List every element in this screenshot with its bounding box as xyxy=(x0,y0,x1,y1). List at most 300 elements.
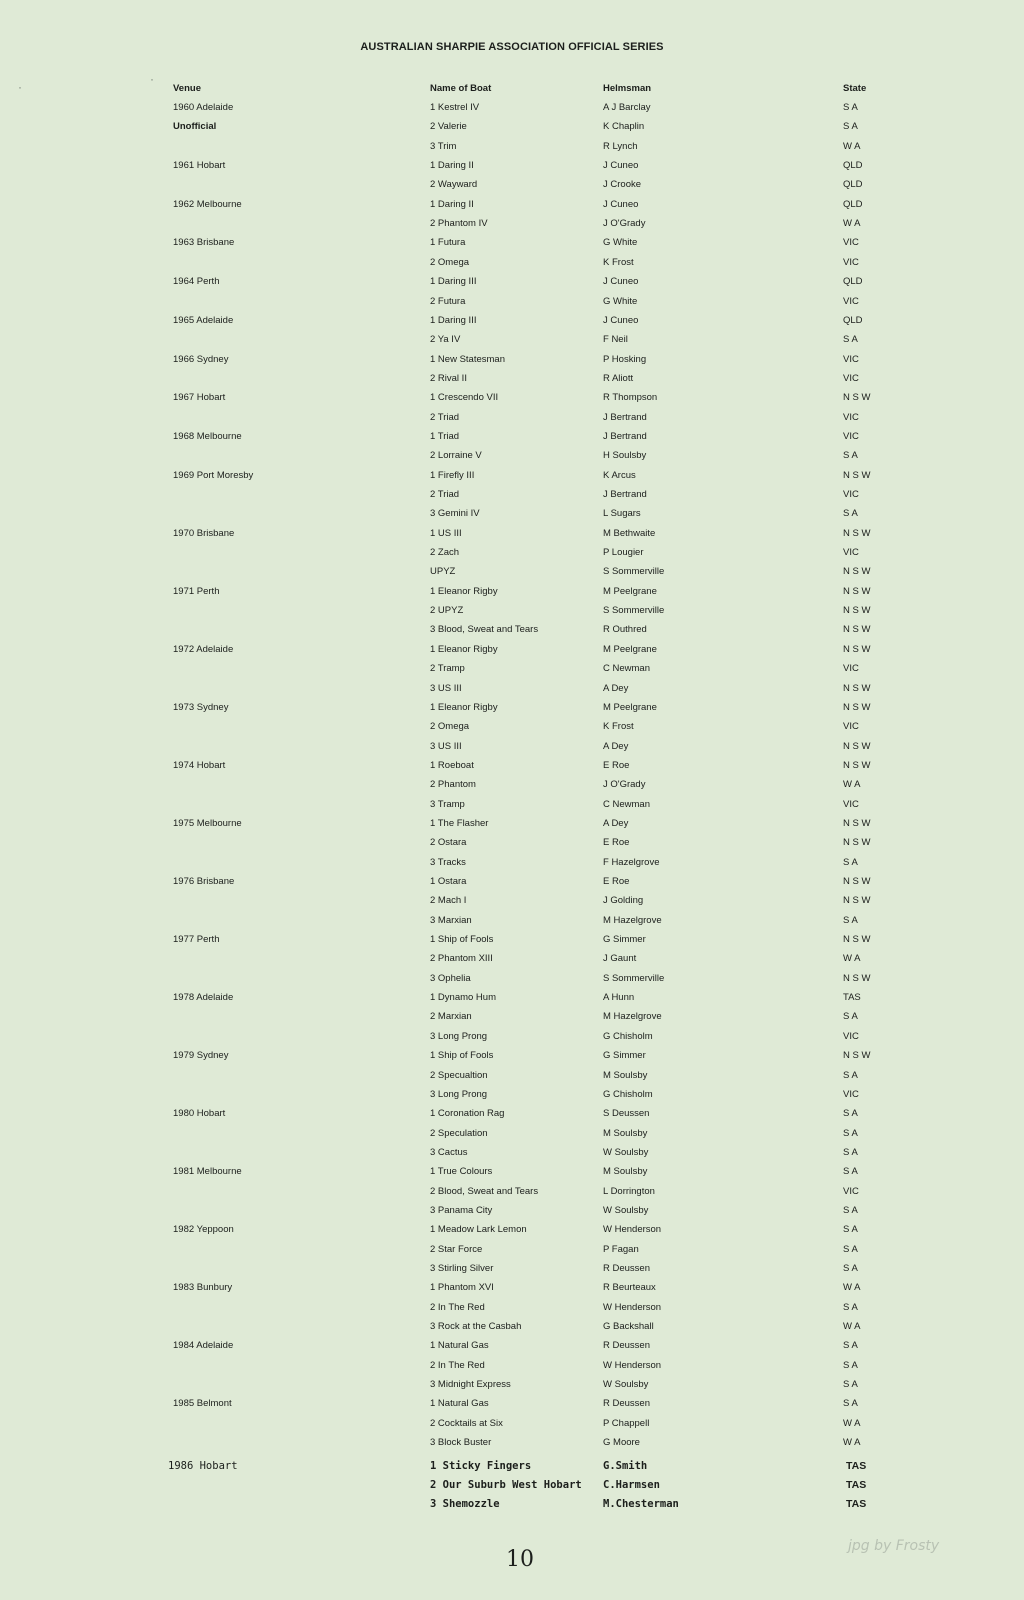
table-row xyxy=(0,1317,1024,1337)
state-cell: VIC xyxy=(843,489,859,500)
boat-name-cell: 2 Triad xyxy=(430,489,460,500)
state-cell: VIC xyxy=(843,547,859,559)
venue-cell: 1975 Melbourne xyxy=(173,817,242,829)
table-row xyxy=(0,1124,1024,1144)
helmsman-cell: R Deussen xyxy=(603,1398,650,1410)
boat-name-cell: 1 Eleanor Rigby xyxy=(430,701,498,713)
header-helmsman: Helmsman xyxy=(603,83,652,94)
boat-name-cell: 1 Daring III xyxy=(430,314,477,326)
table-row xyxy=(0,1027,1024,1047)
boat-name-cell: 1 The Flasher xyxy=(430,817,489,829)
state-cell: N S W xyxy=(843,972,871,984)
state-cell: VIC xyxy=(843,798,859,810)
table-row xyxy=(0,330,1024,350)
state-cell: VIC xyxy=(843,663,859,675)
helmsman-cell: R Beurteaux xyxy=(603,1282,656,1294)
helmsman-cell: P Hosking xyxy=(603,353,647,365)
boat-name-cell: 2 In The Red xyxy=(430,1359,485,1371)
state-cell: S A xyxy=(843,1108,858,1120)
helmsman-cell: F Hazelgrove xyxy=(603,856,660,868)
boat-name-cell: 3 Rock at the Casbah xyxy=(430,1321,522,1333)
boat-name-cell: 3 Tracks xyxy=(430,856,466,868)
helmsman-cell: M Soulsby xyxy=(603,1166,648,1178)
boat-name-cell: 2 Futura xyxy=(430,295,466,307)
state-cell: S A xyxy=(843,1069,858,1081)
table-row xyxy=(0,1085,1024,1105)
helmsman-cell: A Dey xyxy=(603,740,629,752)
helmsman-cell: J Cuneo xyxy=(603,276,639,288)
helmsman-cell: E Roe xyxy=(603,759,630,771)
table-row xyxy=(0,214,1024,234)
venue-cell: 1984 Adelaide xyxy=(173,1340,234,1352)
table-row xyxy=(0,988,1024,1008)
venue-cell: 1963 Brisbane xyxy=(173,237,235,249)
boat-name-cell: 2 Speculation xyxy=(430,1127,488,1139)
state-cell: VIC xyxy=(843,256,859,268)
state-cell: QLD xyxy=(843,198,863,210)
header-state: State xyxy=(843,83,867,94)
table-row xyxy=(0,272,1024,292)
helmsman-cell: S Sommerville xyxy=(603,972,665,984)
venue-cell: Unofficial xyxy=(173,121,217,133)
helmsman-cell: J Gaunt xyxy=(603,953,637,965)
table-row xyxy=(0,195,1024,215)
helmsman-cell: M Peelgrane xyxy=(603,701,657,713)
helmsman-cell: G Moore xyxy=(603,1437,640,1449)
boat-name-cell: 3 Blood, Sweat and Tears xyxy=(430,624,539,636)
state-cell: VIC xyxy=(843,1030,859,1042)
helmsman-cell: C.Harmsen xyxy=(603,1478,660,1491)
table-row xyxy=(0,175,1024,195)
helmsman-cell: J O'Grady xyxy=(603,218,646,230)
table-row xyxy=(0,350,1024,370)
helmsman-cell: M Soulsby xyxy=(603,1127,648,1139)
table-row xyxy=(0,872,1024,892)
table-row xyxy=(0,117,1024,137)
boat-name-cell: 2 Ya IV xyxy=(430,334,461,346)
helmsman-cell: F Neil xyxy=(603,334,628,346)
helmsman-cell: R Thompson xyxy=(603,392,658,404)
boat-name-cell: UPYZ xyxy=(430,566,456,578)
state-cell: N S W xyxy=(843,469,871,481)
helmsman-cell: G Simmer xyxy=(603,1050,646,1062)
helmsman-cell: W Soulsby xyxy=(603,1204,649,1216)
state-cell: S A xyxy=(843,1011,858,1023)
state-cell: N S W xyxy=(843,585,871,597)
state-cell: VIC xyxy=(843,237,859,249)
helmsman-cell: J Bertrand xyxy=(603,411,647,423)
state-cell: S A xyxy=(843,1301,858,1313)
boat-name-cell: 2 Lorraine V xyxy=(430,450,482,462)
table-row xyxy=(0,427,1024,447)
boat-name-cell: 3 US III xyxy=(430,682,462,694)
state-cell: N S W xyxy=(843,759,871,771)
helmsman-cell: K Frost xyxy=(603,256,634,268)
table-row xyxy=(0,795,1024,815)
state-cell: N S W xyxy=(843,817,871,829)
table-row xyxy=(0,137,1024,157)
state-cell: QLD xyxy=(843,160,863,172)
state-cell: S A xyxy=(843,914,858,926)
helmsman-cell: W Soulsby xyxy=(603,1146,649,1158)
state-cell: N S W xyxy=(843,682,871,694)
helmsman-cell: M.Chesterman xyxy=(603,1498,679,1511)
boat-name-cell: 3 Gemini IV xyxy=(430,508,480,520)
state-cell: N S W xyxy=(843,643,871,655)
state-cell: VIC xyxy=(843,1185,859,1197)
helmsman-cell: R Outhred xyxy=(603,624,647,636)
boat-name-cell: 2 Our Suburb West Hobart xyxy=(430,1478,582,1491)
state-cell: S A xyxy=(843,1243,858,1255)
table-row xyxy=(0,311,1024,331)
helmsman-cell: W Henderson xyxy=(603,1301,662,1313)
state-cell: S A xyxy=(843,856,858,868)
boat-name-cell: 3 Shemozzle xyxy=(430,1498,500,1511)
state-cell: TAS xyxy=(846,1478,867,1491)
venue-cell: 1977 Perth xyxy=(173,934,220,946)
helmsman-cell: M Soulsby xyxy=(603,1069,648,1081)
helmsman-cell: L Sugars xyxy=(603,508,641,520)
helmsman-cell: A Dey xyxy=(603,817,629,829)
boat-name-cell: 2 Omega xyxy=(430,721,470,733)
boat-name-cell: 2 Triad xyxy=(430,411,460,423)
state-cell: W A xyxy=(843,1437,861,1449)
image-credit: jpg by Frosty xyxy=(848,1538,940,1554)
boat-name-cell: 3 Cactus xyxy=(430,1146,468,1158)
venue-cell: 1974 Hobart xyxy=(173,759,226,771)
table-row xyxy=(0,369,1024,389)
state-cell: S A xyxy=(843,1204,858,1216)
table-row xyxy=(0,253,1024,273)
helmsman-cell: J Cuneo xyxy=(603,198,639,210)
helmsman-cell: E Roe xyxy=(603,876,630,887)
boat-name-cell: 2 Cocktails at Six xyxy=(430,1417,503,1429)
boat-name-cell: 2 In The Red xyxy=(430,1301,485,1313)
table-row xyxy=(0,233,1024,253)
state-cell: N S W xyxy=(843,527,871,539)
boat-name-cell: 2 Phantom XIII xyxy=(430,953,493,965)
helmsman-cell: R Aliott xyxy=(603,372,634,384)
state-cell: N S W xyxy=(843,605,871,617)
table-row xyxy=(0,949,1024,969)
table-row xyxy=(0,1182,1024,1202)
table-row xyxy=(0,292,1024,312)
table-row xyxy=(0,562,1024,582)
state-cell: S A xyxy=(843,1146,858,1158)
table-row xyxy=(0,853,1024,873)
boat-name-cell: 1 US III xyxy=(430,527,462,539)
boat-name-cell: 1 Ostara xyxy=(430,876,467,887)
table-row xyxy=(0,1259,1024,1279)
table-row xyxy=(0,1220,1024,1240)
state-cell: S A xyxy=(843,508,858,520)
boat-name-cell: 2 Rival II xyxy=(430,372,467,384)
table-row xyxy=(0,98,1024,118)
state-cell: S A xyxy=(843,1379,858,1391)
boat-name-cell: 1 New Statesman xyxy=(430,353,505,365)
boat-name-cell: 1 Firefly III xyxy=(430,469,475,481)
venue-cell: 1986 Hobart xyxy=(168,1459,238,1472)
helmsman-cell: M Peelgrane xyxy=(603,585,657,597)
state-cell: N S W xyxy=(843,624,871,636)
table-row xyxy=(0,408,1024,428)
state-cell: TAS xyxy=(843,992,861,1004)
helmsman-cell: K Frost xyxy=(603,721,634,733)
boat-name-cell: 3 Long Prong xyxy=(430,1088,488,1100)
state-cell: S A xyxy=(843,121,858,133)
table-row xyxy=(0,485,1024,505)
boat-name-cell: 1 Eleanor Rigby xyxy=(430,643,498,655)
state-cell: N S W xyxy=(843,701,871,713)
state-cell: QLD xyxy=(843,314,863,326)
table-row xyxy=(0,1433,1024,1453)
boat-name-cell: 1 Dynamo Hum xyxy=(430,992,496,1004)
margin-mark: · xyxy=(150,72,154,86)
helmsman-cell: M Hazelgrove xyxy=(603,1011,662,1023)
venue-cell: 1981 Melbourne xyxy=(173,1166,242,1178)
boat-name-cell: 3 Midnight Express xyxy=(430,1379,511,1391)
boat-name-cell: 1 Daring II xyxy=(430,198,474,210)
header-venue: Venue xyxy=(173,83,201,94)
table-row xyxy=(0,388,1024,408)
state-cell: QLD xyxy=(843,179,863,191)
helmsman-cell: G Simmer xyxy=(603,934,646,946)
page-title: AUSTRALIAN SHARPIE ASSOCIATION OFFICIAL SERIES xyxy=(360,41,664,53)
state-cell: S A xyxy=(843,102,858,113)
state-cell: S A xyxy=(843,334,858,346)
margin-mark: · xyxy=(18,80,22,94)
helmsman-cell: W Henderson xyxy=(603,1359,662,1371)
boat-name-cell: 1 Roeboat xyxy=(430,759,474,771)
table-row xyxy=(0,1278,1024,1298)
state-cell: S A xyxy=(843,1398,858,1410)
table-row xyxy=(0,620,1024,640)
boat-name-cell: 2 Tramp xyxy=(430,663,465,675)
state-cell: N S W xyxy=(843,566,871,578)
table-row xyxy=(0,466,1024,486)
venue-cell: 1982 Yeppoon xyxy=(173,1224,234,1236)
table-row xyxy=(0,582,1024,602)
helmsman-cell: S Sommerville xyxy=(603,566,665,578)
helmsman-cell: E Roe xyxy=(603,837,630,849)
venue-cell: 1966 Sydney xyxy=(173,353,229,365)
helmsman-cell: A Dey xyxy=(603,682,629,694)
state-cell: VIC xyxy=(843,721,859,733)
table-row xyxy=(0,911,1024,931)
table-row xyxy=(0,1356,1024,1376)
state-cell: N S W xyxy=(843,1050,871,1062)
venue-cell: 1971 Perth xyxy=(173,585,220,597)
boat-name-cell: 2 Ostara xyxy=(430,837,467,849)
helmsman-cell: P Chappell xyxy=(603,1417,650,1429)
table-row xyxy=(0,717,1024,737)
venue-cell: 1973 Sydney xyxy=(173,701,229,713)
boat-name-cell: 1 Sticky Fingers xyxy=(430,1459,532,1472)
state-cell: S A xyxy=(843,1359,858,1371)
helmsman-cell: M Peelgrane xyxy=(603,643,657,655)
table-row xyxy=(0,775,1024,795)
venue-cell: 1978 Adelaide xyxy=(173,992,234,1004)
helmsman-cell: W Henderson xyxy=(603,1224,662,1236)
state-cell: S A xyxy=(843,1340,858,1352)
boat-name-cell: 3 Block Buster xyxy=(430,1437,492,1449)
helmsman-cell: J O'Grady xyxy=(603,779,646,791)
venue-cell: 1985 Belmont xyxy=(173,1398,232,1410)
table-row xyxy=(0,1457,1024,1477)
venue-cell: 1979 Sydney xyxy=(173,1050,229,1062)
boat-name-cell: 2 Mach I xyxy=(430,895,467,907)
table-row xyxy=(0,1298,1024,1318)
boat-name-cell: 3 Long Prong xyxy=(430,1030,488,1042)
venue-cell: 1972 Adelaide xyxy=(173,643,234,655)
helmsman-cell: J Bertrand xyxy=(603,489,647,500)
state-cell: VIC xyxy=(843,430,859,442)
venue-cell: 1960 Adelaide xyxy=(173,102,234,113)
boat-name-cell: 1 Futura xyxy=(430,237,466,249)
table-row xyxy=(0,833,1024,853)
table-row xyxy=(0,814,1024,834)
boat-name-cell: 2 Marxian xyxy=(430,1011,472,1023)
helmsman-cell: S Sommerville xyxy=(603,605,665,617)
boat-name-cell: 2 Omega xyxy=(430,256,470,268)
table-row xyxy=(0,737,1024,757)
table-row xyxy=(0,659,1024,679)
helmsman-cell: P Fagan xyxy=(603,1243,639,1255)
boat-name-cell: 1 Eleanor Rigby xyxy=(430,585,498,597)
state-cell: W A xyxy=(843,218,861,230)
boat-name-cell: 3 Panama City xyxy=(430,1204,493,1216)
venue-cell: 1961 Hobart xyxy=(173,160,226,172)
state-cell: N S W xyxy=(843,392,871,404)
table-row xyxy=(0,504,1024,524)
helmsman-cell: J Cuneo xyxy=(603,160,639,172)
helmsman-cell: J Cuneo xyxy=(603,314,639,326)
state-cell: S A xyxy=(843,1127,858,1139)
table-row xyxy=(0,640,1024,660)
helmsman-cell: G White xyxy=(603,237,638,249)
state-cell: S A xyxy=(843,1263,858,1274)
helmsman-cell: J Bertrand xyxy=(603,430,647,442)
state-cell: N S W xyxy=(843,740,871,752)
helmsman-cell: G Backshall xyxy=(603,1321,654,1333)
state-cell: S A xyxy=(843,1224,858,1236)
boat-name-cell: 2 Wayward xyxy=(430,179,478,191)
boat-name-cell: 1 Triad xyxy=(430,430,460,442)
helmsman-cell: H Soulsby xyxy=(603,450,647,462)
boat-name-cell: 2 UPYZ xyxy=(430,605,464,617)
table-row xyxy=(0,156,1024,176)
boat-name-cell: 1 Ship of Fools xyxy=(430,1050,494,1062)
boat-name-cell: 2 Phantom IV xyxy=(430,218,488,230)
venue-cell: 1976 Brisbane xyxy=(173,876,235,887)
table-row xyxy=(0,601,1024,621)
helmsman-cell: R Deussen xyxy=(603,1263,650,1274)
venue-cell: 1964 Perth xyxy=(173,276,220,288)
state-cell: TAS xyxy=(846,1459,867,1472)
table-row xyxy=(0,1162,1024,1182)
boat-name-cell: 2 Valerie xyxy=(430,121,467,133)
table-row xyxy=(0,1414,1024,1434)
table-row xyxy=(0,1336,1024,1356)
page-number: 10 xyxy=(506,1547,534,1572)
state-cell: N S W xyxy=(843,895,871,907)
state-cell: N S W xyxy=(843,934,871,946)
table-row xyxy=(0,524,1024,544)
boat-name-cell: 1 Natural Gas xyxy=(430,1398,489,1410)
table-header-row xyxy=(0,79,1024,99)
table-row xyxy=(0,1495,1024,1515)
state-cell: W A xyxy=(843,1417,861,1429)
helmsman-cell: C Newman xyxy=(603,663,650,675)
helmsman-cell: A J Barclay xyxy=(603,102,651,113)
helmsman-cell: C Newman xyxy=(603,798,650,810)
helmsman-cell: M Hazelgrove xyxy=(603,914,662,926)
state-cell: QLD xyxy=(843,276,863,288)
boat-name-cell: 1 True Colours xyxy=(430,1166,493,1178)
boat-name-cell: 2 Blood, Sweat and Tears xyxy=(430,1185,539,1197)
helmsman-cell: G.Smith xyxy=(603,1459,648,1472)
state-cell: S A xyxy=(843,1166,858,1178)
state-cell: TAS xyxy=(846,1498,867,1511)
state-cell: N S W xyxy=(843,837,871,849)
boat-name-cell: 1 Ship of Fools xyxy=(430,934,494,946)
helmsman-cell: L Dorrington xyxy=(603,1185,655,1197)
boat-name-cell: 2 Specualtion xyxy=(430,1069,488,1081)
table-row xyxy=(0,969,1024,989)
helmsman-cell: M Bethwaite xyxy=(603,527,656,539)
boat-name-cell: 3 Stirling Silver xyxy=(430,1263,494,1274)
table-row xyxy=(0,1046,1024,1066)
helmsman-cell: A Hunn xyxy=(603,992,635,1004)
boat-name-cell: 2 Phantom xyxy=(430,779,476,791)
table-row xyxy=(0,698,1024,718)
helmsman-cell: P Lougier xyxy=(603,547,644,559)
state-cell: VIC xyxy=(843,353,859,365)
state-cell: W A xyxy=(843,953,861,965)
table-row xyxy=(0,891,1024,911)
table-row xyxy=(0,679,1024,699)
state-cell: W A xyxy=(843,140,861,152)
boat-name-cell: 3 Marxian xyxy=(430,914,472,926)
venue-cell: 1962 Melbourne xyxy=(173,198,242,210)
boat-name-cell: 3 Ophelia xyxy=(430,972,471,984)
venue-cell: 1967 Hobart xyxy=(173,392,226,404)
boat-name-cell: 1 Natural Gas xyxy=(430,1340,489,1352)
boat-name-cell: 2 Star Force xyxy=(430,1243,483,1255)
boat-name-cell: 3 Tramp xyxy=(430,798,465,810)
boat-name-cell: 1 Crescendo VII xyxy=(430,392,499,404)
boat-name-cell: 1 Coronation Rag xyxy=(430,1108,505,1120)
helmsman-cell: G Chisholm xyxy=(603,1088,653,1100)
table-row xyxy=(0,1201,1024,1221)
boat-name-cell: 1 Daring II xyxy=(430,160,474,172)
table-row xyxy=(0,1240,1024,1260)
table-row xyxy=(0,930,1024,950)
boat-name-cell: 2 Zach xyxy=(430,547,460,559)
boat-name-cell: 3 Trim xyxy=(430,140,457,152)
helmsman-cell: J Golding xyxy=(603,895,644,907)
venue-cell: 1969 Port Moresby xyxy=(173,469,254,481)
table-row xyxy=(0,1143,1024,1163)
helmsman-cell: G White xyxy=(603,295,638,307)
table-row xyxy=(0,756,1024,776)
state-cell: N S W xyxy=(843,876,871,887)
boat-name-cell: 1 Phantom XVI xyxy=(430,1282,494,1294)
helmsman-cell: W Soulsby xyxy=(603,1379,649,1391)
boat-name-cell: 1 Kestrel IV xyxy=(430,102,480,113)
boat-name-cell: 1 Meadow Lark Lemon xyxy=(430,1224,527,1236)
state-cell: W A xyxy=(843,1282,861,1294)
